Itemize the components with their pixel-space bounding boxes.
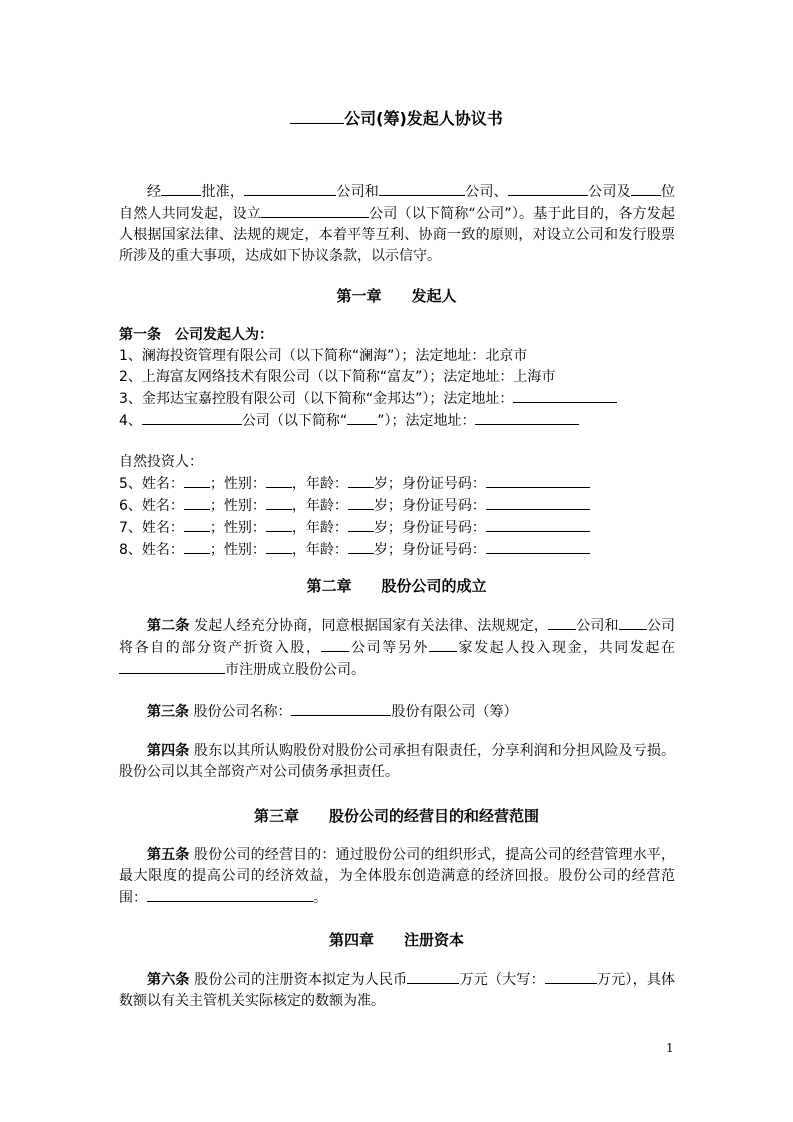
article-2: 第二条 发起人经充分协商，同意根据国家有关法律、法规规定， 公司和 公司将各自的部分资产折资入股， 公司等另外 家发起人投入现金，共同发起在市注册成立股份公司。 [119, 615, 675, 681]
title-text: 公司(筹)发起人协议书 [344, 109, 503, 128]
intro-paragraph [119, 181, 675, 267]
promoter-1: 1、澜海投资管理有限公司（以下简称“澜海”）；法定地址：北京市 [119, 348, 528, 364]
chapter-2-heading: 第二章 股份公司的成立 [306, 577, 487, 595]
article-5: 第五条 股份公司的经营目的：通过股份公司的组织形式，提高公司的经营管理水平，最大限度的提高公司的经济效益，为全体股东创造满意的经济回报。股份公司的经营范围： 。 [119, 847, 675, 906]
chapter-3-heading: 第三章 股份公司的经营目的和经营范围 [253, 807, 539, 825]
chapter-4-heading: 第四章 注册资本 [328, 931, 464, 949]
document-title [0, 106, 793, 129]
natural-investor-row: 6、姓名： ；性别： ，年龄： 岁；身份证号码： [119, 495, 675, 517]
natural-investor-list [119, 473, 675, 561]
title-blank [290, 109, 344, 124]
chapter-1-heading: 第一章 发起人 [336, 287, 457, 305]
natural-investor-row: 5、姓名： ；性别： ，年龄： 岁；身份证号码： [119, 473, 675, 495]
natural-investors-label: 自然投资人： [119, 454, 203, 470]
natural-investor-row: 8、姓名： ；性别： ，年龄： 岁；身份证号码： [119, 539, 675, 561]
intro-text: 经 批准， 公司和 公司、 公司及 位自然人共同发起，设立 公司（以下简称“公司”）。基于此目的，各方发起人根据国家法律、法规的规定，本着平等互利、协商一致的原则，对设立公司和发行股票所涉及的重大事项，达成如下协议条款，以示信守。 [119, 181, 675, 267]
natural-investor-row: 7、姓名： ；性别： ，年龄： 岁；身份证号码： [119, 517, 675, 539]
article-6: 第六条 股份公司的注册资本拟定为人民币 万元（大写： 万元），具体数额以有关主管机关实际核定的数额为准。 [119, 969, 675, 1012]
page-number: 1 [666, 1041, 674, 1055]
article-3: 第三条 股份公司名称： 股份有限公司（筹） [119, 701, 675, 723]
article-4: 第四条 股东以其所认购股份对股份公司承担有限责任，分享利润和分担风险及亏损。股份公司以其全部资产对公司债务承担责任。 [119, 743, 675, 780]
promoter-2: 2、上海富友网络技术有限公司（以下简称“富友”）；法定地址：上海市 [119, 369, 556, 385]
promoter-3: 3、金邦达宝嘉控股有限公司（以下简称“金邦达”）；法定地址： [119, 388, 675, 410]
promoter-4: 4、 公司（以下简称“ ”）；法定地址： [119, 410, 675, 432]
chapter-1-body [119, 325, 675, 561]
article-1-heading: 第一条 公司发起人为： [119, 327, 273, 343]
